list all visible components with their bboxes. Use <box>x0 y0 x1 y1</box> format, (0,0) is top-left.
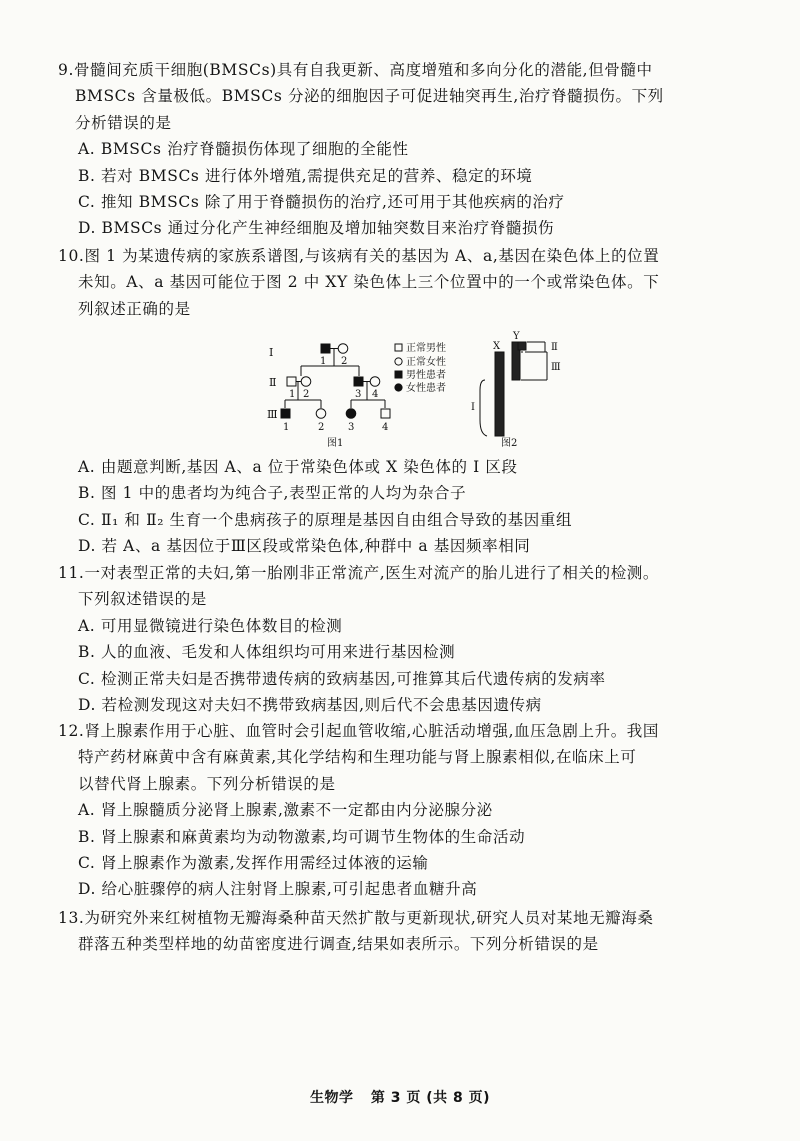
question-10-option-c: C. Ⅱ₁ 和 Ⅱ₂ 生育一个患病孩子的原理是基因自由组合导致的基因重组 <box>78 510 573 529</box>
question-10-option-d: D. 若 A、a 基因位于Ⅲ区段或常染色体,种群中 a 基因频率相同 <box>78 537 531 556</box>
question-11-option-b: B. 人的血液、毛发和人体组织均可用来进行基因检测 <box>78 643 456 662</box>
gen1-num-2: 2 <box>341 356 348 367</box>
question-9-stem-line-3: 分析错误的是 <box>75 113 172 132</box>
gen3-num-2: 2 <box>318 422 325 433</box>
xy-chromosome-figure-2 <box>471 331 561 449</box>
question-12-option-c: C. 肾上腺素作为激素,发挥作用需经过体液的运输 <box>78 853 429 872</box>
footer-subject: 生物学 <box>309 1090 354 1106</box>
legend-affected-male-symbol <box>395 371 402 378</box>
gen2-num-4: 4 <box>372 389 379 400</box>
question-13 <box>58 905 788 958</box>
gen-label-1: Ⅰ <box>269 346 274 359</box>
footer-page-number: 第 3 页 (共 8 页) <box>370 1090 491 1106</box>
question-9-option-c: C. 推知 BMSCs 除了用于脊髓损伤的治疗,还可用于其他疾病的治疗 <box>78 192 565 211</box>
gen3-2-normal-female <box>316 409 326 419</box>
question-12-stem-line-3: 以替代肾上腺素。下列分析错误的是 <box>78 774 336 793</box>
y-chromosome-label: Y <box>513 331 520 342</box>
figures-svg <box>255 330 585 460</box>
region-1-label: Ⅰ <box>471 402 475 413</box>
question-11-stem-line-2: 下列叙述错误的是 <box>78 590 207 609</box>
gen2-num-3: 3 <box>355 389 362 400</box>
question-12-stem-line-1: 12.肾上腺素作用于心脏、血管时会引起血管收缩,心脏活动增强,血压急剧上升。我国 <box>58 722 660 740</box>
question-12-option-a: A. 肾上腺髓质分泌肾上腺素,激素不一定都由内分泌腺分泌 <box>78 801 493 820</box>
gen3-4-normal-male <box>381 409 390 418</box>
question-12 <box>58 718 788 903</box>
question-11-option-a: A. 可用显微镜进行染色体数目的检测 <box>78 616 343 635</box>
question-12-stem-line-2: 特产药材麻黄中含有麻黄素,其化学结构和生理功能与肾上腺素相似,在临床上可 <box>78 748 637 767</box>
legend-affected-female: 女性患者 <box>406 383 446 394</box>
question-11-stem-line-1: 11.一对表型正常的夫妇,第一胎刚非正常流产,医生对流产的胎儿进行了相关的检测。 <box>58 564 660 582</box>
legend-normal-female: 正常女性 <box>406 357 446 368</box>
x-chromosome-label: X <box>493 341 501 352</box>
gen2-num-2: 2 <box>303 389 310 400</box>
region-2-label: Ⅱ <box>551 342 558 353</box>
question-11-option-d: D. 若检测发现这对夫妇不携带致病基因,则后代不会患基因遗传病 <box>78 695 542 714</box>
page-footer <box>0 1087 800 1107</box>
gen-label-3: Ⅲ <box>267 408 278 421</box>
gen3-1-affected-male <box>281 409 290 418</box>
question-9-stem-line-1: 9.骨髓间充质干细胞(BMSCs)具有自我更新、高度增殖和多向分化的潜能,但骨髓中 <box>58 61 653 79</box>
gen2-num-1: 1 <box>289 389 296 400</box>
question-9-option-a: A. BMSCs 治疗脊髓损伤体现了细胞的全能性 <box>78 140 409 159</box>
gen3-num-1: 1 <box>283 422 290 433</box>
gen1-num-1: 1 <box>320 356 327 367</box>
legend-normal-male-symbol <box>395 344 402 351</box>
question-9 <box>58 57 788 242</box>
gen2-2-normal-female <box>301 377 311 387</box>
gen3-3-affected-female <box>346 409 356 419</box>
question-10-figures <box>255 330 585 460</box>
legend-affected-male: 男性患者 <box>406 370 446 381</box>
question-9-option-d: D. BMSCs 通过分化产生神经细胞及增加轴突数目来治疗脊髓损伤 <box>78 219 555 238</box>
question-11 <box>58 560 788 718</box>
gen2-1-normal-male <box>287 377 296 386</box>
question-13-stem-line-1: 13.为研究外来红树植物无瓣海桑种苗天然扩散与更新现状,研究人员对某地无瓣海桑 <box>58 909 654 927</box>
question-10-option-a: A. 由题意判断,基因 A、a 位于常染色体或 X 染色体的 Ⅰ 区段 <box>78 458 518 476</box>
gen-label-2: Ⅱ <box>269 376 277 389</box>
legend-affected-female-symbol <box>395 384 402 391</box>
question-13-stem-line-2: 群落五种类型样地的幼苗密度进行调查,结果如表所示。下列分析错误的是 <box>78 935 599 954</box>
gen3-num-3: 3 <box>348 422 355 433</box>
gen1-affected-male <box>321 344 330 353</box>
legend-normal-male: 正常男性 <box>406 343 446 354</box>
question-12-option-b: B. 肾上腺素和麻黄素均为动物激素,均可调节生物体的生命活动 <box>78 827 526 846</box>
pedigree-figure-1 <box>267 341 446 449</box>
question-10-option-b: B. 图 1 中的患者均为纯合子,表型正常的人均为杂合子 <box>78 484 467 503</box>
legend-normal-female-symbol <box>395 358 402 365</box>
figure-2-caption: 图2 <box>501 438 518 449</box>
x-chromosome <box>495 352 504 436</box>
gen1-normal-female <box>338 344 348 354</box>
question-11-option-c: C. 检测正常夫妇是否携带遗传病的致病基因,可推算其后代遗传病的发病率 <box>78 669 606 688</box>
figure-1-caption: 图1 <box>327 438 344 449</box>
gen3-num-4: 4 <box>382 422 389 433</box>
question-9-option-b: B. 若对 BMSCs 进行体外增殖,需提供充足的营养、稳定的环境 <box>78 166 533 185</box>
question-10-stem-line-3: 列叙述正确的是 <box>78 299 191 318</box>
y-chromosome-top <box>518 342 526 350</box>
question-12-option-d: D. 给心脏骤停的病人注射肾上腺素,可引起患者血糖升高 <box>78 880 478 899</box>
question-10 <box>58 243 788 322</box>
gen2-4-normal-female <box>370 377 380 387</box>
gen2-3-affected-male <box>354 377 363 386</box>
question-10-options <box>58 454 788 560</box>
question-10-stem-line-1: 10.图 1 为某遗传病的家族系谱图,与该病有关的基因为 A、a,基因在染色体上的位置 <box>58 247 660 265</box>
region-3-label: Ⅲ <box>551 362 561 373</box>
question-9-stem-line-2: BMSCs 含量极低。BMSCs 分泌的细胞因子可促进轴突再生,治疗脊髓损伤。下列 <box>75 87 664 106</box>
question-10-stem-line-2: 未知。A、a 基因可能位于图 2 中 XY 染色体上三个位置中的一个或常染色体。下 <box>78 273 660 292</box>
